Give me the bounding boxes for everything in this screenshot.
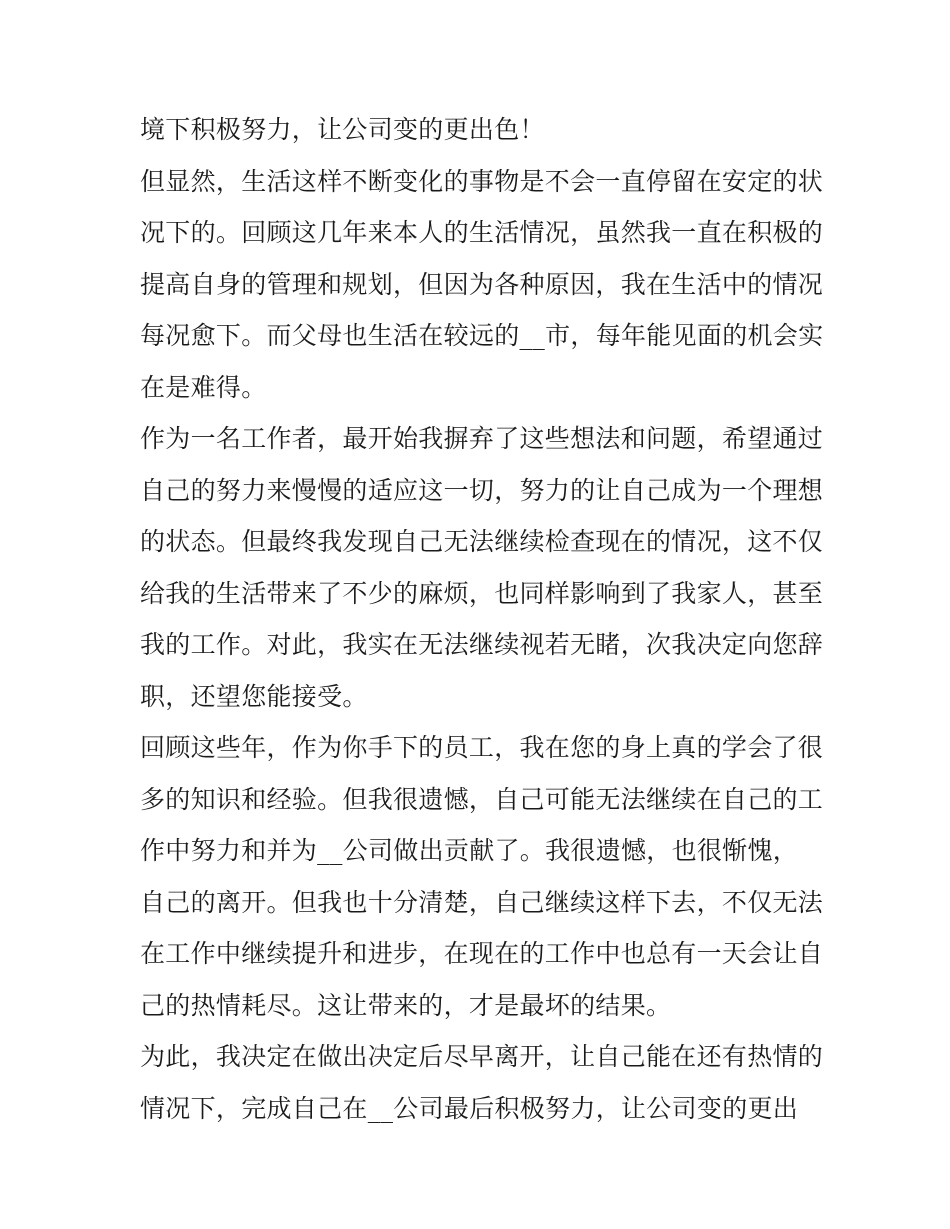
text-line: 况下的。回顾这几年来本人的生活情况，虽然我一直在积极的 <box>140 218 824 247</box>
text-line: 提高自身的管理和规划，但因为各种原因，我在生活中的情况 <box>140 269 824 299</box>
text-line: 境下积极努力，让公司变的更出色！ <box>140 115 545 144</box>
text-line: 在工作中继续提升和进步，在现在的工作中也总有一天会让自 <box>140 939 824 968</box>
text-line: 作中努力和并为__公司做出贡献了。我很遗憾，也很惭愧， <box>140 836 799 865</box>
text-line: 自己的努力来慢慢的适应这一切，努力的让自己成为一个理想 <box>140 475 824 505</box>
resignation-letter-body <box>140 104 824 1134</box>
text-line: 每况愈下。而父母也生活在较远的__市，每年能见面的机会实 <box>140 321 824 350</box>
text-line: 为此，我决定在做出决定后尽早离开，让自己能在还有热情的 <box>140 1042 824 1071</box>
text-line: 在是难得。 <box>140 372 267 402</box>
text-line: 我的工作。对此，我实在无法继续视若无睹，次我决定向您辞 <box>140 630 824 659</box>
text-line: 回顾这些年，作为你手下的员工，我在您的身上真的学会了很 <box>140 733 824 762</box>
text-line: 自己的离开。但我也十分清楚，自己继续这样下去，不仅无法 <box>140 887 824 917</box>
text-line: 多的知识和经验。但我很遗憾，自己可能无法继续在自己的工 <box>140 784 824 814</box>
text-line: 给我的生活带来了不少的麻烦，也同样影响到了我家人，甚至 <box>140 578 824 608</box>
text-line: 但显然，生活这样不断变化的事物是不会一直停留在安定的状 <box>140 166 824 196</box>
text-line: 情况下，完成自己在__公司最后积极努力，让公司变的更出 <box>140 1093 799 1123</box>
text-line: 职，还望您能接受。 <box>140 681 368 711</box>
text-line: 己的热情耗尽。这让带来的，才是最坏的结果。 <box>140 990 672 1020</box>
text-line: 作为一名工作者，最开始我摒弃了这些想法和问题，希望通过 <box>140 424 824 453</box>
text-line: 的状态。但最终我发现自己无法继续检查现在的情况，这不仅 <box>140 527 824 556</box>
